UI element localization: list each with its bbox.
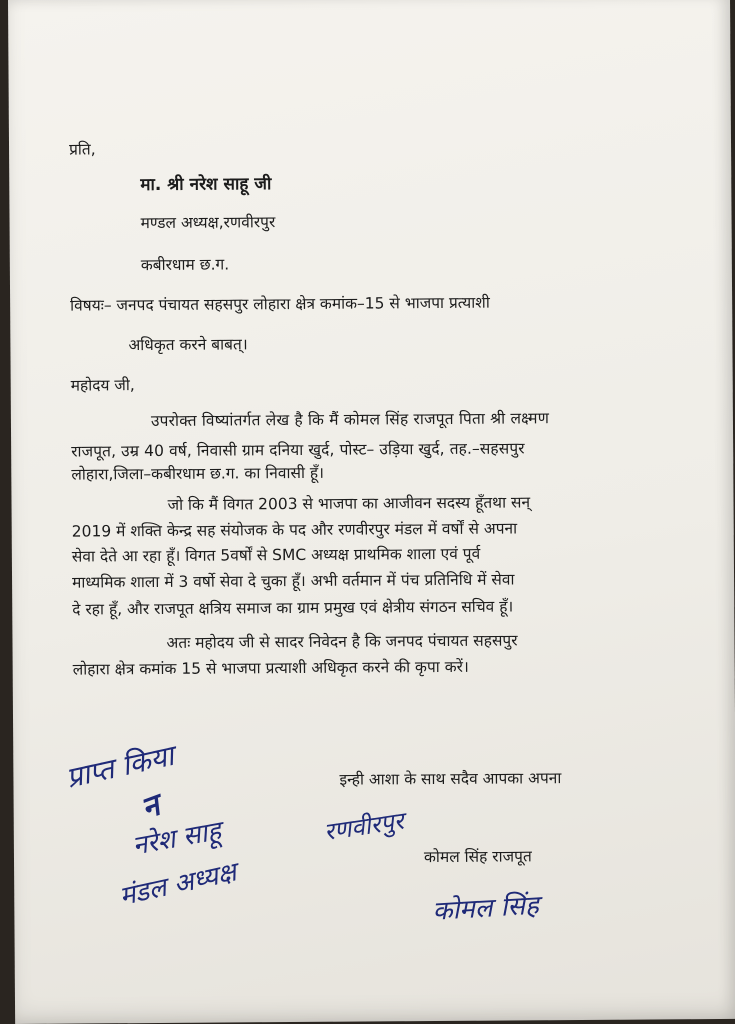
handwritten-signature: कोमल सिंह (431, 890, 540, 927)
para3-line: लोहारा क्षेत्र कमांक 15 से भाजपा प्रत्याशी अधिकृत करने की कृपा करें। (72, 657, 469, 679)
para1-line: लोहारा,जिला–कबीरधाम छ.ग. का निवासी हूँ। (71, 463, 325, 484)
recipient-post: मण्डल अध्यक्ष,रणवीरपुर (140, 213, 276, 233)
handwritten-name: नरेश साहू (130, 816, 224, 862)
para2-line: माध्यमिक शाला में 3 वर्षो सेवा दे चुका हूँ। अभी वर्तमान में पंच प्रतिनिधि में सेवा (72, 570, 515, 592)
para2-line: जो कि मैं विगत 2003 से भाजपा का आजीवन सदस्य हूँतथा सन् (167, 493, 531, 514)
letter-sheet (8, 0, 735, 1024)
closing-line: इन्ही आशा के साथ सदैव आपका अपना (339, 769, 562, 789)
recipient-place: कबीरधाम छ.ग. (140, 255, 230, 275)
handwritten-place: रणवीरपुर (322, 806, 406, 847)
para1-line: राजपूत, उम्र 40 वर्ष, निवासी ग्राम दनिया खुर्द, पोस्ट– उड़िया खुर्द, तह.–सहसपुर (71, 439, 525, 461)
para3-line: अतः महोदय जी से सादर निवेदन है कि जनपद पंचायत सहसपुर (166, 631, 518, 652)
subject-line-2: अधिकृत करने बाबत्। (128, 335, 248, 355)
salutation: महोदय जी, (70, 376, 135, 395)
subject-line-1: विषयः– जनपद पंचायत सहसपुर लोहारा क्षेत्र कमांक–15 से भाजपा प्रत्याशी (70, 293, 490, 315)
para2-line: दे रहा हूँ, और राजपूत क्षत्रिय समाज का ग्राम प्रमुख एवं क्षेत्रीय संगठन सचिव हूँ। (72, 597, 514, 619)
handwritten-received-note: प्राप्त किया (63, 738, 177, 795)
prati-label: प्रति, (68, 140, 96, 159)
handwritten-initial: न (136, 788, 165, 827)
para2-line: 2019 में शक्ति केन्द्र सह संयोजक के पद और रणवीरपुर मंडल में वर्षों से अपना (71, 519, 518, 541)
sender-name: कोमल सिंह राजपूत (423, 847, 532, 867)
para2-line: सेवा देते आ रहा हूँ। विगत 5वर्षों से SMC अध्यक्ष प्राथमिक शाला एवं पूर्व (71, 544, 481, 566)
para1-line: उपरोक्त विष्यांतर्गत लेख है कि मैं कोमल सिंह राजपूत पिता श्री लक्ष्मण (150, 409, 550, 431)
recipient-name: मा. श्री नरेश साहू जी (140, 174, 272, 196)
handwritten-post: मंडल अध्यक्ष (116, 857, 240, 913)
